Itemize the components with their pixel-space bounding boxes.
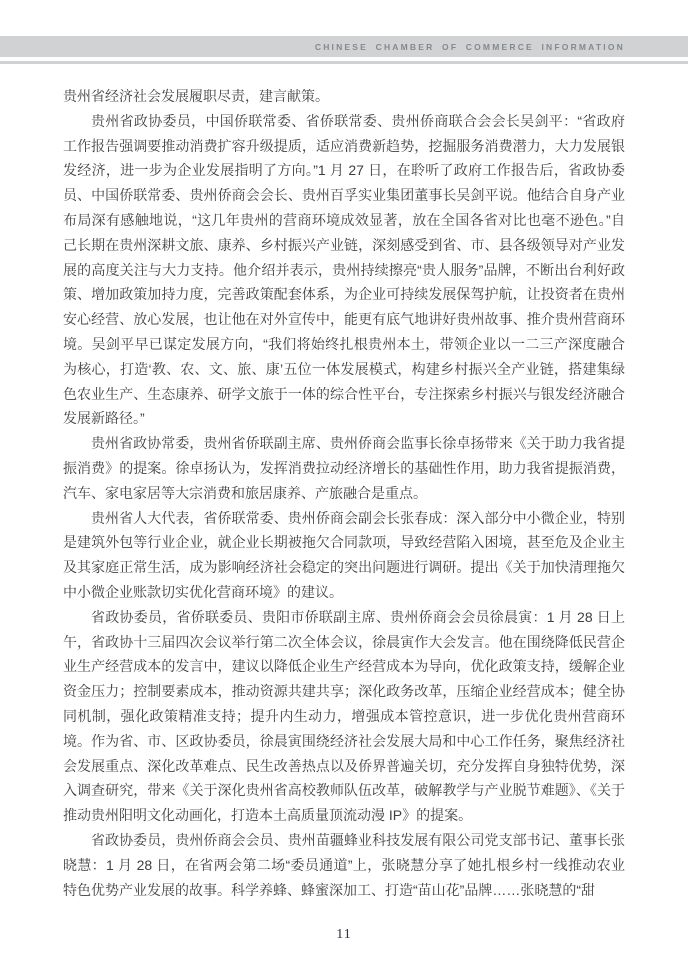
body-paragraph: 省政协委员，贵州侨商会会员、贵州苗疆蜂业科技发展有限公司党支部书记、董事长张晓慧：1 月 28 日，在省两会第二场“委员通道”上，张晓慧分享了她扎根乡村一线推动农业特色优势产业发展的故事。科学养蜂、蜂蜜深加工、打造“苗山花”品牌……张晓慧的“甜 [63, 831, 625, 898]
header-divider-rule [0, 61, 688, 64]
body-paragraph: 贵州省人大代表，省侨联常委、贵州侨商会副会长张春成：深入部分中小微企业，特别是建筑外包等行业企业，就企业长期被拖欠合同款项，导致经营陷入困境，甚至危及企业主及其家庭正常生活，成为影响经济社会稳定的突出问题进行调研。提出《关于加快清理拖欠中小微企业账款切实优化营商环境》的建议。 [63, 509, 625, 600]
article-body [63, 84, 625, 902]
body-paragraph-continuation: 贵州省经济社会发展履职尽责，建言献策。 [63, 88, 329, 104]
header-banner [0, 36, 688, 57]
page-number: 11 [336, 927, 352, 942]
body-paragraph: 省政协委员，省侨联委员、贵阳市侨联副主席、贵州侨商会会员徐晨寅：1 月 28 日上午，省政协十三届四次会议举行第二次全体会议，徐晨寅作大会发言。他在围绕降低民营企业生产经营成本的发言中，建议以降低企业生产经营成本为导向，优化政策支持，缓解企业资金压力；控制要素成本，推动资源共建共享；深化政务改革，压缩企业经营成本；健全协同机制，强化政策精准支持；提升内生动力，增强成本管控意识，进一步优化贵州营商环境。作为省、市、区政协委员，徐晨寅围绕经济社会发展大局和中心工作任务，聚焦经济社会发展重点、深化改革难点、民生改善热点以及侨界普遍关切，充分发挥自身独特优势，深入调查研究，带来《关于深化贵州省高校教师队伍改革，破解教学与产业脱节难题》、《关于推动贵州阳明文化动画化，打造本土高质量顶流动漫 IP》的提案。 [63, 608, 625, 824]
header-banner-text: CHINESE CHAMBER OF COMMERCE INFORMATION [314, 41, 625, 52]
page-footer [0, 925, 688, 943]
body-paragraph: 贵州省政协委员，中国侨联常委、省侨联常委、贵州侨商联合会会长吴剑平：“省政府工作报告强调要推动消费扩容升级提质，适应消费新趋势，挖掘服务消费潜力，大力发展银发经济，进一步为企业发展指明了方向。”1 月 27 日，在聆听了政府工作报告后，省政协委员、中国侨联常委、贵州侨商会会长、贵州百孚实业集团董事长吴剑平说。他结合自身产业布局深有感触地说，“这几年贵州的营商环境成效显著，放在全国各省对比也毫不逊色。”自己长期在贵州深耕文旅、康养、乡村振兴产业链，深刻感受到省、市、县各级领导对产业发展的高度关注与大力支持。他介绍并表示，贵州持续擦亮“贵人服务”品牌，不断出台利好政策、增加政策加持力度，完善政策配套体系，为企业可持续发展保驾护航，让投资者在贵州安心经营、放心发展，也让他在对外宣传中，能更有底气地讲好贵州故事、推介贵州营商环境。吴剑平早已谋定发展方向，“我们将始终扎根贵州本土，带领企业以一二三产深度融合为核心，打造‘教、农、文、旅、康’五位一体发展模式，构建乡村振兴全产业链，搭建集绿色农业生产、生态康养、研学文旅于一体的综合性平台，专注探索乡村振兴与银发经济融合发展新路径。” [63, 112, 625, 427]
body-paragraph: 贵州省政协常委，贵州省侨联副主席、贵州侨商会监事长徐卓扬带来《关于助力我省提振消费》的提案。徐卓扬认为，发挥消费拉动经济增长的基础性作用，助力我省提振消费，汽车、家电家居等大宗消费和旅居康养、产旅融合是重点。 [63, 435, 625, 501]
